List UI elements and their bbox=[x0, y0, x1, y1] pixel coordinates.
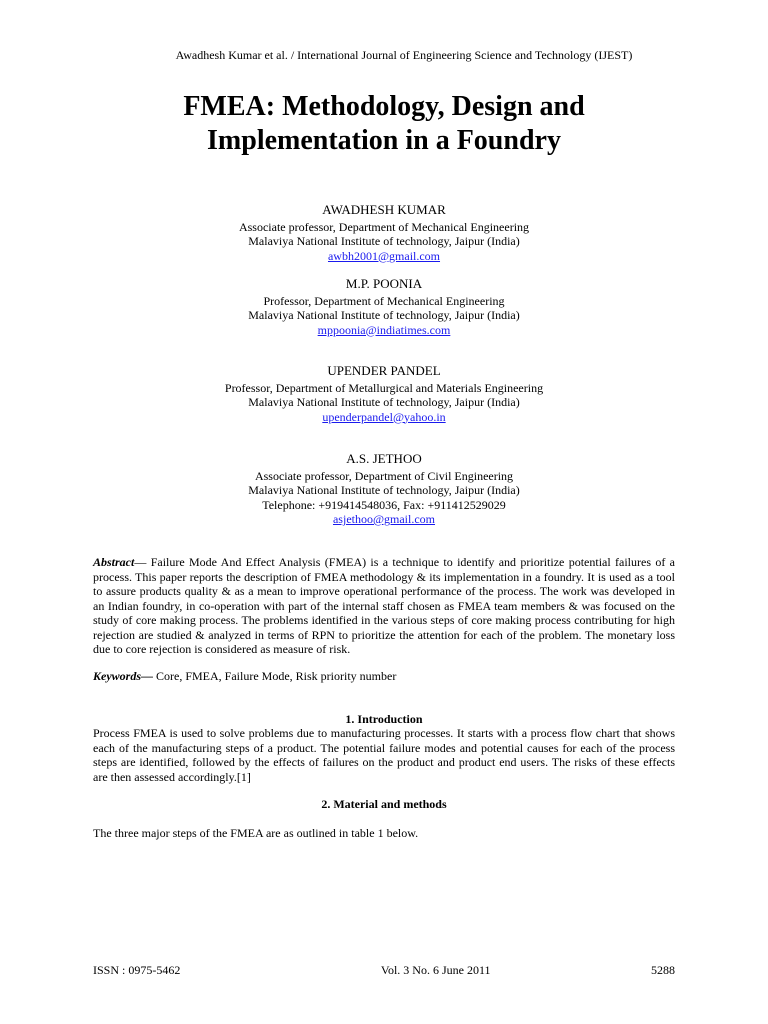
author-email-link[interactable]: asjethoo@gmail.com bbox=[332, 512, 436, 526]
keywords-text: Core, FMEA, Failure Mode, Risk priority number bbox=[153, 669, 397, 683]
abstract-label: Abstract bbox=[93, 555, 135, 569]
author-name: AWADHESH KUMAR bbox=[322, 202, 446, 217]
keywords-label: Keywords— bbox=[93, 669, 153, 683]
author-affiliation: Associate professor, Department of Civil Engineering bbox=[254, 468, 514, 483]
author-name: M.P. POONIA bbox=[345, 276, 423, 291]
author-name: UPENDER PANDEL bbox=[327, 363, 441, 378]
author-affiliation: Professor, Department of Metallurgical and Materials Engineering bbox=[224, 380, 544, 395]
title-line-1: FMEA: Methodology, Design and bbox=[183, 91, 585, 122]
author-name: A.S. JETHOO bbox=[346, 451, 422, 466]
author-block-4 bbox=[0, 452, 768, 527]
introduction-paragraph: Process FMEA is used to solve problems due to manufacturing processes. It starts with a process flow chart that shows each of the manufacturing steps of a product. The potential failure modes and potential causes for each of the process steps are identified, followed by the effects of failures on the product and product end users. The risks of these effects are then assessed accordingly.[1] bbox=[93, 726, 675, 784]
section-heading-methods: 2. Material and methods bbox=[321, 797, 447, 811]
author-institute: Malaviya National Institute of technology, Jaipur (India) bbox=[248, 395, 520, 409]
abstract bbox=[93, 555, 675, 657]
author-institute: Malaviya National Institute of technology, Jaipur (India) bbox=[248, 483, 520, 497]
footer-volume: Vol. 3 No. 6 June 2011 bbox=[380, 963, 491, 977]
abstract-dash: — bbox=[134, 555, 151, 569]
author-block-3 bbox=[0, 364, 768, 424]
author-institute: Malaviya National Institute of technology, Jaipur (India) bbox=[248, 308, 520, 322]
author-block-1 bbox=[0, 203, 768, 263]
running-header: Awadhesh Kumar et al. / International Journal of Engineering Science and Technology (IJEST) bbox=[175, 48, 633, 62]
author-block-2 bbox=[0, 277, 768, 337]
paper-title bbox=[0, 90, 768, 158]
section-heading-introduction: 1. Introduction bbox=[345, 712, 423, 726]
author-affiliation: Associate professor, Department of Mechanical Engineering bbox=[238, 219, 530, 234]
methods-paragraph: The three major steps of the FMEA are as outlined in table 1 below. bbox=[93, 826, 419, 840]
footer-page-number: 5288 bbox=[650, 963, 675, 977]
author-email-link[interactable]: mppoonia@indiatimes.com bbox=[317, 322, 451, 337]
keywords bbox=[93, 669, 675, 684]
author-email-link[interactable]: upenderpandel@yahoo.in bbox=[322, 409, 446, 424]
title-line-2: Implementation in a Foundry bbox=[207, 125, 561, 156]
author-affiliation: Professor, Department of Mechanical Engineering bbox=[263, 293, 505, 308]
author-contact: Telephone: +919414548036, Fax: +911412529029 bbox=[262, 497, 506, 512]
author-institute: Malaviya National Institute of technology, Jaipur (India) bbox=[248, 234, 520, 248]
footer-issn: ISSN : 0975-5462 bbox=[93, 963, 181, 977]
author-email-link[interactable]: awbh2001@gmail.com bbox=[327, 248, 441, 263]
abstract-text: Failure Mode And Effect Analysis (FMEA) is a technique to identify and prioritize potential failures of a process. This paper reports the description of FMEA methodology & its implementation in a foundry. It is used as a tool to assure products quality & as a mean to improve operational performance of the process. The work was developed in an Indian foundry, in co-operation with part of the internal staff chosen as FMEA team members & was focused on the study of core making process. The problems identified in the various steps of core making process contributing for high rejection are studied & analyzed in terms of RPN to prioritize the attention for each of the problem. The monetary loss due to core rejection is considered as measure of risk. bbox=[93, 555, 675, 656]
page-footer bbox=[93, 963, 675, 978]
